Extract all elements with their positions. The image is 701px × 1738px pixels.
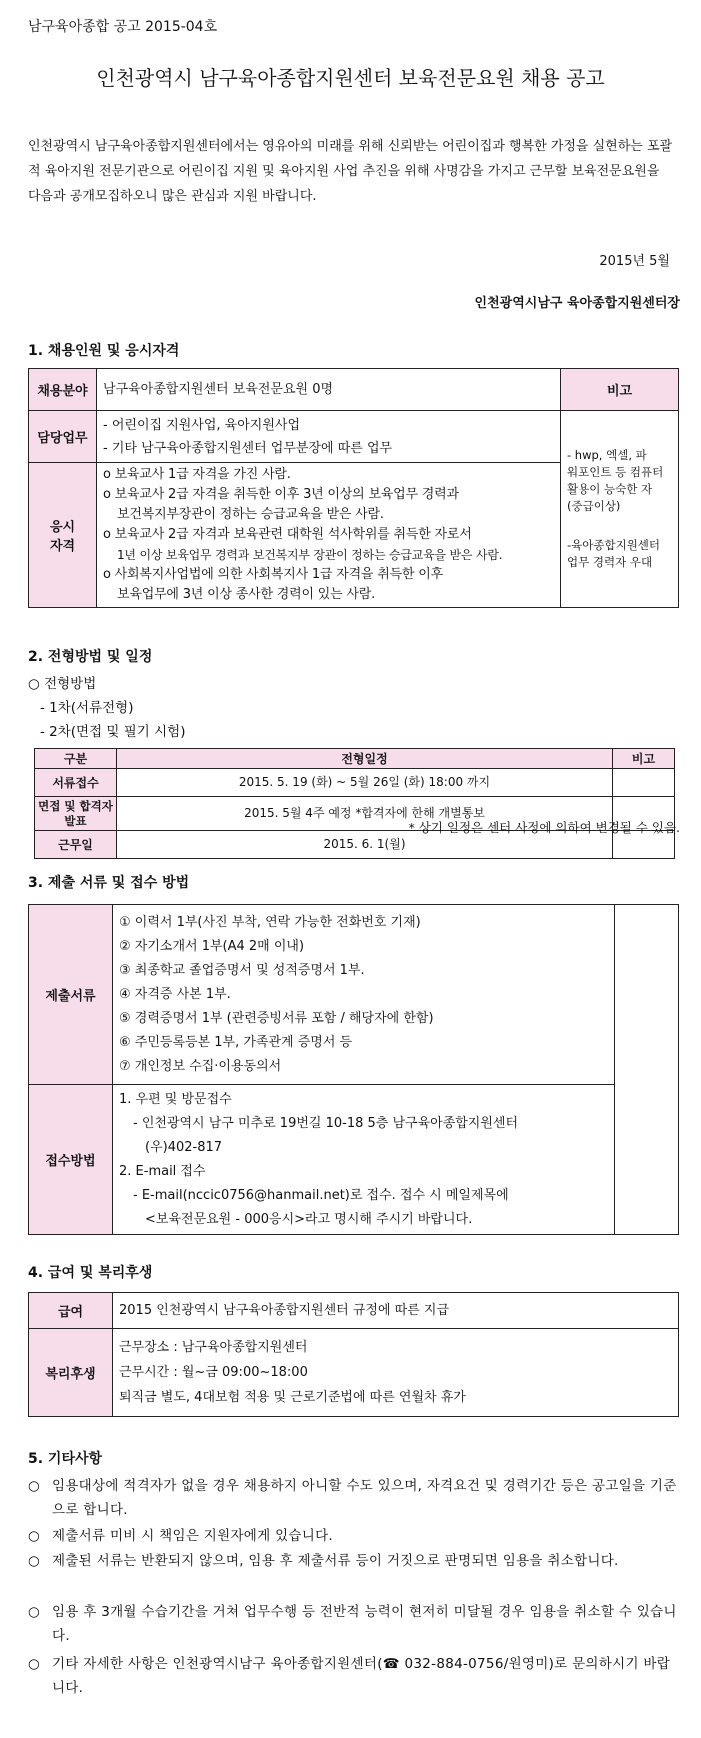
duties-label: 담당업무: [29, 411, 97, 463]
qualification-line: o 보육교사 1급 자격을 가진 사람.: [103, 467, 291, 482]
list-item-text: 기타 자세한 사항은 인천광역시남구 육아종합지원센터(☎ 032-884-0756/원영미)로 문의하시기 바랍니다.: [52, 1656, 671, 1696]
schedule-note: * 상기 일정은 센터 사정에 의하여 변경될 수 있음.: [408, 820, 680, 835]
list-item-text: 임용대상에 적격자가 없을 경우 채용하지 아니할 수도 있으며, 자격요건 및 경력기간 등은 공고일을 기준으로 합니다.: [52, 1478, 677, 1518]
submission-cell: [113, 1085, 615, 1235]
welfare-cell: [113, 1329, 679, 1417]
bullet: ○: [28, 1478, 40, 1494]
qualifications-table: [28, 368, 679, 608]
document-item: ③ 최종학교 졸업증명서 및 성적증명서 1부.: [119, 962, 365, 978]
welfare-line: 근무장소 : 남구육아종합지원센터: [119, 1340, 308, 1355]
list-item: [28, 1474, 678, 1522]
submission-line: <보육전문요원 - 000응시>라고 명시해 주시기 바랍니다.: [145, 1211, 473, 1227]
bullet: ○: [28, 1553, 40, 1569]
submission-label: 접수방법: [29, 1085, 113, 1235]
list-item-text: 제출된 서류는 반환되지 않으며, 임용 후 제출서류 등이 거짓으로 판명되면 임용을 취소합니다.: [52, 1553, 619, 1569]
row-remarks: [613, 769, 675, 797]
intro-paragraph: 인천광역시 남구육아종합지원센터에서는 영유아의 미래를 위해 신뢰받는 어린이집과 행복한 가정을 실현하는 포괄적 육아지원 전문기관으로 어린이집 지원 및 육아지원 사업 추진을 위해 사명감을 가지고 근무할 보육전문요원을 다음과 공개모집하오니 많은 관심과 지원 바랍니다.: [28, 139, 673, 204]
row-schedule: 2015. 5. 19 (화) ~ 5월 26일 (화) 18:00 까지: [117, 769, 613, 797]
issuer: 인천광역시남구 육아종합지원센터장: [474, 296, 680, 311]
document-item: ⑤ 경력증명서 1부 (관련증빙서류 포함 / 해당자에 한함): [119, 1010, 434, 1026]
bullet: ○: [28, 1656, 40, 1672]
list-item: [28, 1524, 678, 1548]
qualification-line: o 보육교사 2급 자격을 취득한 이후 3년 이상의 보육업무 경력과: [103, 487, 459, 502]
qualification-line: 1년 이상 보육업무 경력과 보건복지부 장관이 정하는 승급교육을 받은 사람.: [117, 548, 503, 562]
remark-line: 활용이 능숙한 자: [567, 482, 653, 496]
duty-line: - 기타 남구육아종합지원센터 업무분장에 따른 업무: [103, 440, 393, 456]
qualification-line: 보건복지부장관이 정하는 승급교육을 받은 사람.: [117, 507, 384, 522]
list-item: [28, 1549, 678, 1573]
section-3-heading: 3. 제출 서류 및 접수 방법: [28, 875, 190, 891]
field-value: 남구육아종합지원센터 보육전문요원 0명: [97, 369, 561, 411]
remark-line: -육아종합지원센터: [567, 538, 661, 552]
row-schedule: 2015. 6. 1(월): [117, 831, 613, 859]
document-item: ④ 자격증 사본 1부.: [119, 986, 231, 1002]
section-4-heading: 4. 급여 및 복리후생: [28, 1265, 153, 1281]
documents-table: [28, 904, 679, 1235]
row-label: 근무일: [35, 831, 117, 859]
documents-cell: [113, 905, 615, 1085]
submission-line: 2. E-mail 접수: [119, 1163, 206, 1179]
list-item-text: 임용 후 3개월 수습기간을 거쳐 업무수행 등 전반적 능력이 현저히 미달될 경우 임용을 취소할 수 있습니다.: [52, 1604, 677, 1644]
schedule-table: [34, 748, 675, 859]
submission-line: - 인천광역시 남구 미추로 19번길 10-18 5층 남구육아종합지원센터: [133, 1115, 519, 1131]
section-5-heading: 5. 기타사항: [28, 1451, 103, 1467]
row-schedule: 2015. 5월 4주 예정 *합격자에 한해 개별통보: [117, 797, 613, 831]
pay-label: 급여: [29, 1293, 113, 1329]
documents-remarks: [615, 905, 679, 1235]
qualifications-cell: [97, 463, 561, 608]
col-type: 구분: [35, 749, 117, 769]
document-item: ① 이력서 1부(사진 부착, 연락 가능한 전화번호 기재): [119, 914, 421, 930]
list-item-text: 제출서류 미비 시 책임은 지원자에게 있습니다.: [52, 1528, 334, 1544]
document-item: ⑦ 개인정보 수집·이용동의서: [119, 1058, 282, 1074]
documents-label: 제출서류: [29, 905, 113, 1085]
benefits-table: [28, 1292, 679, 1417]
submission-line: - E-mail(nccic0756@hanmail.net)로 접수. 접수 시 메일제목에: [133, 1187, 509, 1203]
submission-line: 1. 우편 및 방문접수: [119, 1091, 232, 1107]
qualification-label-line: 응시: [49, 520, 76, 535]
row-label: 면접 및 합격자 발표: [35, 797, 117, 831]
field-label: 채용분야: [29, 369, 97, 411]
section-1-heading: 1. 채용인원 및 응시자격: [28, 343, 180, 359]
qualification-line: o 사회복지사업법에 의한 사회복지사 1급 자격을 취득한 이후: [103, 567, 443, 582]
col-remarks: 비고: [613, 749, 675, 769]
section-2-heading: 2. 전형방법 및 일정: [28, 649, 153, 665]
col-schedule: 전형일정: [117, 749, 613, 769]
list-item: [28, 1600, 678, 1648]
page-title: 인천광역시 남구육아종합지원센터 보육전문요원 채용 공고: [96, 66, 605, 90]
remark-line: (중급이상): [567, 499, 621, 513]
method-label: ○ 전형방법: [28, 676, 97, 692]
remarks-header: 비고: [561, 369, 679, 411]
submission-line: (우)402-817: [145, 1139, 223, 1155]
bullet: ○: [28, 1528, 40, 1544]
qualification-line: o 보육교사 2급 자격과 보육관련 대학원 석사학위를 취득한 자로서: [103, 527, 472, 542]
remark-line: - hwp, 엑셀, 파: [567, 448, 647, 462]
qualification-label-line: 자격: [49, 539, 76, 554]
table-row: [35, 769, 675, 797]
method-step-2: - 2차(면접 및 필기 시험): [40, 724, 186, 740]
remark-line: 업무 경력자 우대: [567, 555, 653, 569]
welfare-line: 퇴직금 별도, 4대보험 적용 및 근로기준법에 따른 연월차 휴가: [119, 1390, 466, 1405]
document-item: ② 자기소개서 1부(A4 2매 이내): [119, 938, 305, 954]
duty-line: - 어린이집 지원사업, 육아지원사업: [103, 417, 301, 433]
remarks-cell: [561, 411, 679, 608]
list-item: [28, 1652, 678, 1700]
pay-value: 2015 인천광역시 남구육아종합지원센터 규정에 따른 지급: [113, 1293, 679, 1329]
remark-line: 워포인트 등 컴퓨터: [567, 465, 664, 479]
qualification-label: [29, 463, 97, 608]
notice-date: 2015년 5월: [599, 254, 670, 269]
notice-number: 남구육아종합 공고 2015-04호: [28, 19, 218, 35]
welfare-line: 근무시간 : 월~금 09:00~18:00: [119, 1365, 308, 1380]
document-item: ⑥ 주민등록등본 1부, 가족관계 증명서 등: [119, 1034, 353, 1050]
qualification-line: 보육업무에 3년 이상 종사한 경력이 있는 사람.: [117, 587, 376, 602]
method-step-1: - 1차(서류전형): [40, 700, 134, 716]
duties-cell: [97, 411, 561, 463]
welfare-label: 복리후생: [29, 1329, 113, 1417]
row-label: 서류접수: [35, 769, 117, 797]
bullet: ○: [28, 1604, 40, 1620]
